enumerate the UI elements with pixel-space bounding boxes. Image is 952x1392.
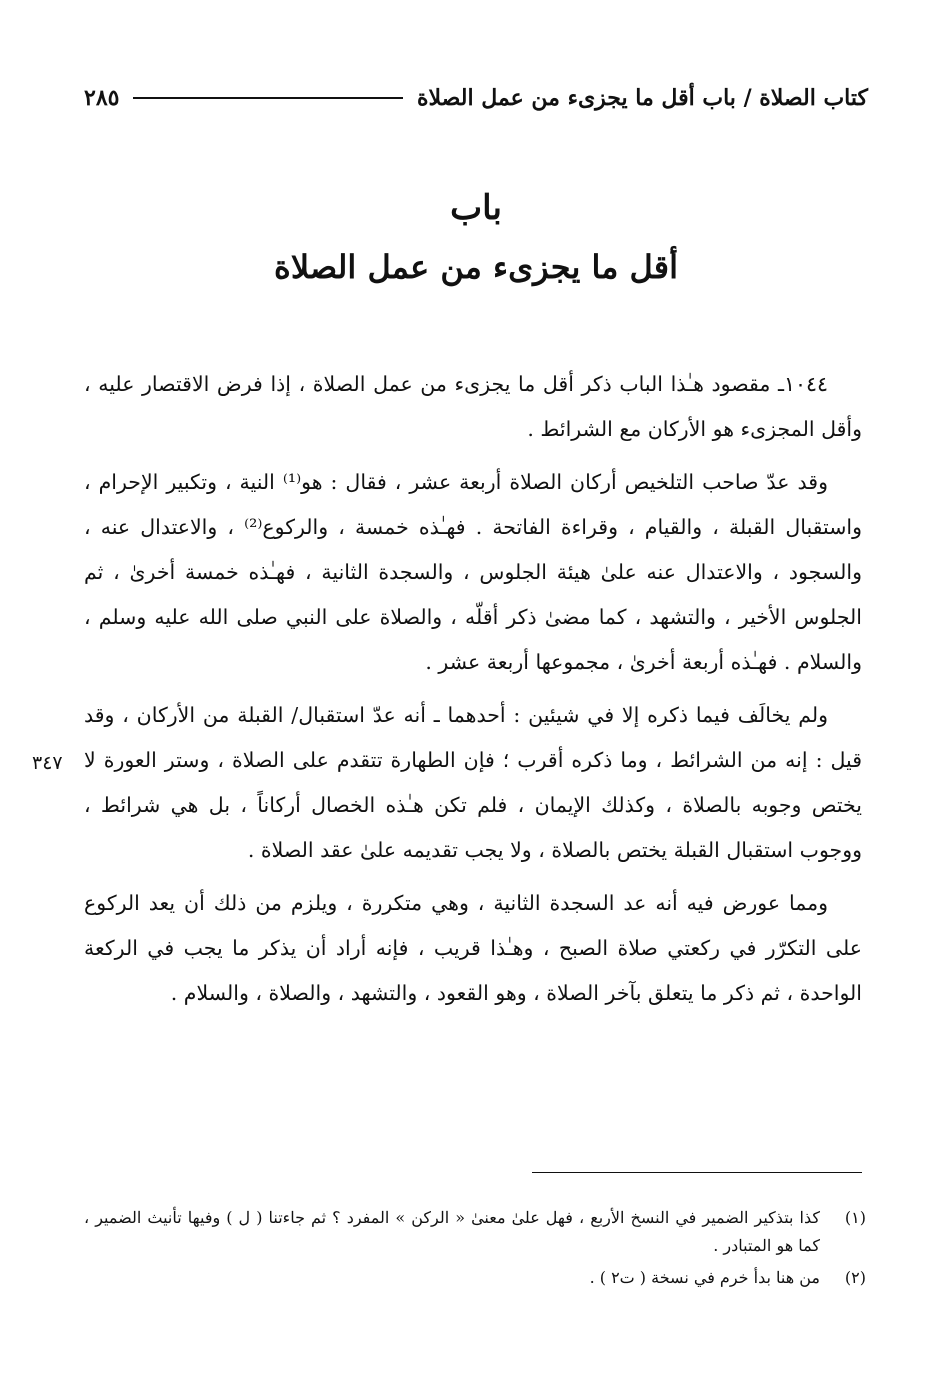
- main-text: [84, 362, 862, 1024]
- page-number: ٢٨٥: [84, 85, 120, 111]
- header-rule: [133, 97, 403, 99]
- footnote-number: (٢): [844, 1268, 866, 1287]
- paragraph-3: ولم يخالَف فيما ذكره إلا في شيئين : أحدهما ـ أنه عدّ استقبال/ القبلة من الأركان ، وقد قيل : إنه من الشرائط ، وما ذكره أقرب ؛ فإن الطهارة تتقدم على الصلاة ، وستر العورة لا يختص وجوبه بالصلاة ، وكذلك الإيمان ، فلم تكن هـٰذه الخصال أركاناً ، بل هي شرائط ، ووجوب استقبال القبلة يختص بالصلاة ، ولا يجب تقديمه علىٰ عقد الصلاة .: [84, 703, 862, 862]
- footnote-text: كذا بتذكير الضمير في النسخ الأربع ، فهل علىٰ معنىٰ « الركن » المفرد ؟ ثم جاءتنا ( ل ) وفيها تأنيث الضمير ، كما هو المتبادر .: [84, 1208, 820, 1255]
- paragraph-1: ١٠٤٤ـ مقصود هـٰذا الباب ذكر أقل ما يجزىء من عمل الصلاة ، إذا فرض الاقتصار عليه ، وأقل المجزىء هو الأركان مع الشرائط .: [84, 372, 862, 441]
- footnotes: [84, 1204, 866, 1296]
- footnote-2: [84, 1264, 866, 1292]
- chapter-label: باب: [450, 188, 502, 228]
- paragraph-2: وقد عدّ صاحب التلخيص أركان الصلاة أربعة عشر ، فقال : هو⁽¹⁾ النية ، وتكبير الإحرام ، واستقبال القبلة ، والقيام ، وقراءة الفاتحة . فهـٰذه خمسة ، والركوع⁽²⁾ ، والاعتدال عنه ، والسجود ، والاعتدال عنه علىٰ هيئة الجلوس ، والسجدة الثانية ، فهـٰذه خمسة أخرىٰ ، ثم الجلوس الأخير ، والتشهد ، كما مضىٰ ذكر أقلّه ، والصلاة على النبي صلى الله عليه وسلم ، والسلام . فهـٰذه أربعة أخرىٰ ، مجموعها أربعة عشر .: [84, 470, 862, 674]
- footnote-1: [84, 1204, 866, 1260]
- footnote-number: (١): [844, 1208, 866, 1227]
- paragraph-4: ومما عورض فيه أنه عد السجدة الثانية ، وهي متكررة ، ويلزم من ذلك أن يعد الركوع على التكرّر في ركعتي صلاة الصبح ، وهـٰذا قريب ، فإنه أراد أن يذكر ما يجب في الركعة الواحدة ، ثم ذكر ما يتعلق بآخر الصلاة ، وهو القعود ، والتشهد ، والصلاة ، والسلام .: [84, 891, 862, 1005]
- margin-page-reference: ٣٤٧: [32, 752, 63, 774]
- footnote-rule: [532, 1172, 862, 1173]
- chapter-title: أقل ما يجزىء من عمل الصلاة: [274, 248, 678, 286]
- running-header-title: كتاب الصلاة / باب أقل ما يجزىء من عمل الصلاة: [417, 85, 868, 111]
- running-header: [84, 78, 868, 118]
- footnote-text: من هنا بدأ خرم في نسخة ( ت٢ ) .: [589, 1268, 820, 1287]
